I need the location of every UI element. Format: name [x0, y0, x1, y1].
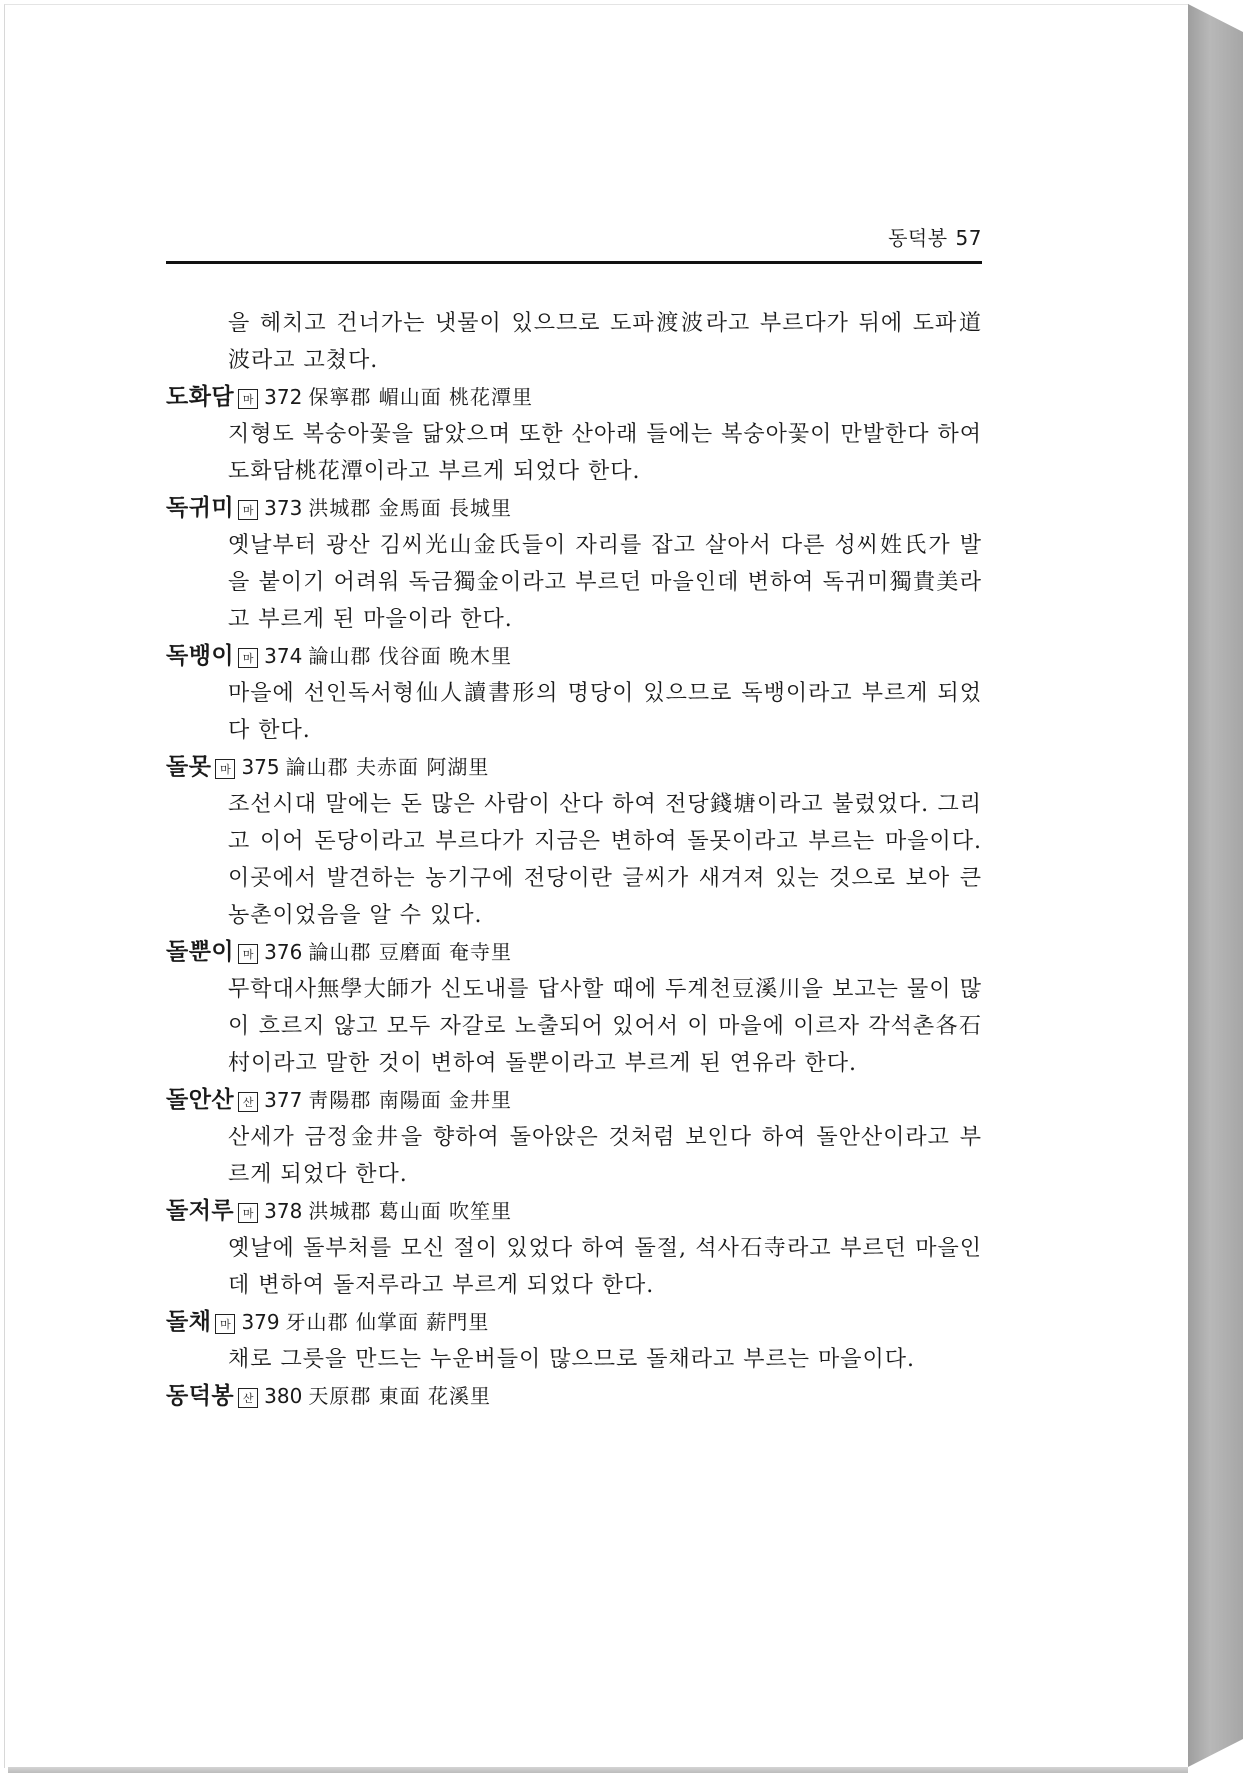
entry — [166, 379, 982, 490]
entry-location: 牙山郡 仙掌面 薪門里 — [285, 1310, 490, 1334]
headword: 돌저루 — [166, 1198, 235, 1224]
entry-location: 洪城郡 葛山面 吹笙里 — [308, 1199, 513, 1223]
category-marker: 산 — [238, 1092, 258, 1112]
entry-text: 옛날에 돌부처를 모신 절이 있었다 하여 돌절, 석사石寺라고 부르던 마을인데 변하여 돌저루라고 부르게 되었다 한다. — [228, 1236, 982, 1298]
headword: 돌채 — [166, 1309, 212, 1335]
continuation-text: 을 헤치고 건너가는 냇물이 있으므로 도파渡波라고 부르다가 뒤에 도파道波라고 고쳤다. — [228, 311, 982, 373]
entry-text: 채로 그릇을 만드는 누운버들이 많으므로 돌채라고 부르는 마을이다. — [228, 1347, 916, 1372]
book-edge — [1188, 4, 1243, 1767]
category-marker: 마 — [238, 944, 258, 964]
running-header — [166, 222, 982, 251]
entry-location: 靑陽郡 南陽面 金井里 — [308, 1088, 513, 1112]
headword: 돌뿐이 — [166, 939, 235, 965]
headword: 돌못 — [166, 754, 212, 780]
entry-number: 373 — [264, 496, 303, 520]
entry-text: 산세가 금정金井을 향하여 돌아앉은 것처럼 보인다 하여 돌안산이라고 부르게 되었다 한다. — [228, 1125, 982, 1187]
entry-location: 論山郡 伐谷面 晩木里 — [308, 644, 513, 668]
entry-text: 무학대사無學大師가 신도내를 답사할 때에 두계천豆溪川을 보고는 물이 많이 흐르지 않고 모두 자갈로 노출되어 있어서 이 마을에 이르자 각석촌各石村이라고 말한 것이 변하여 돌뿐이라고 부르게 된 연유라 한다. — [228, 977, 982, 1076]
entry — [166, 749, 982, 934]
entry-text: 지형도 복숭아꽃을 닮았으며 또한 산아래 들에는 복숭아꽃이 만발한다 하여 도화담桃花潭이라고 부르게 되었다 한다. — [228, 422, 982, 484]
entry-number: 380 — [264, 1384, 303, 1408]
entry-heading — [166, 1378, 982, 1415]
entry-text: 조선시대 말에는 돈 많은 사람이 산다 하여 전당錢塘이라고 불렀었다. 그리고 이어 돈당이라고 부르다가 지금은 변하여 돌못이라고 부르는 마을이다. 이곳에서 발견하는 농기구에 전당이란 글씨가 새겨져 있는 것으로 보아 큰 농촌이었음을 알 수 있다. — [228, 792, 982, 928]
entry — [166, 490, 982, 638]
entry-location: 保寧郡 嵋山面 桃花潭里 — [308, 385, 534, 409]
entry-heading — [166, 1082, 982, 1119]
category-marker: 산 — [238, 1388, 258, 1408]
entry — [166, 1082, 982, 1193]
headword: 동덕봉 — [166, 1383, 235, 1409]
entry-heading — [166, 638, 982, 675]
entry-text: 마을에 선인독서형仙人讀書形의 명당이 있으므로 독뱅이라고 부르게 되었다 한다. — [228, 681, 982, 743]
entry-location: 論山郡 豆磨面 奄寺里 — [308, 940, 513, 964]
header-title: 동덕봉 — [888, 226, 948, 250]
page-number: 57 — [955, 226, 982, 250]
entry-location: 論山郡 夫赤面 阿湖里 — [285, 755, 490, 779]
entry-number: 376 — [264, 940, 303, 964]
category-marker: 마 — [238, 1203, 258, 1223]
headword: 도화담 — [166, 384, 235, 410]
entry-heading — [166, 749, 982, 786]
entry-number: 379 — [241, 1310, 280, 1334]
category-marker: 마 — [215, 759, 235, 779]
entry-number: 378 — [264, 1199, 303, 1223]
entry — [166, 638, 982, 749]
entry-heading — [166, 490, 982, 527]
entry-location: 洪城郡 金馬面 長城里 — [308, 496, 513, 520]
book-shadow — [8, 1767, 1188, 1773]
category-marker: 마 — [238, 389, 258, 409]
entry-heading — [166, 934, 982, 971]
category-marker: 마 — [238, 500, 258, 520]
entry-text: 옛날부터 광산 김씨光山金氏들이 자리를 잡고 살아서 다른 성씨姓氏가 발을 붙이기 어려워 독금獨金이라고 부르던 마을인데 변하여 독귀미獨貴美라고 부르게 된 마을이라 한다. — [228, 533, 982, 632]
entry-heading — [166, 1193, 982, 1230]
entry-number: 375 — [241, 755, 280, 779]
entry-location: 天原郡 東面 花溪里 — [308, 1384, 492, 1408]
entry-heading — [166, 1304, 982, 1341]
entry-heading — [166, 379, 982, 416]
entry — [166, 1378, 982, 1415]
headword: 독뱅이 — [166, 643, 235, 669]
headword: 독귀미 — [166, 495, 235, 521]
category-marker: 마 — [215, 1314, 235, 1334]
entry — [166, 934, 982, 1082]
entry-number: 374 — [264, 644, 303, 668]
header-rule — [166, 261, 982, 264]
entry-number: 377 — [264, 1088, 303, 1112]
page-content — [166, 305, 982, 1415]
entry — [166, 1193, 982, 1304]
category-marker: 마 — [238, 648, 258, 668]
entry — [166, 1304, 982, 1378]
headword: 돌안산 — [166, 1087, 235, 1113]
entry-number: 372 — [264, 385, 303, 409]
